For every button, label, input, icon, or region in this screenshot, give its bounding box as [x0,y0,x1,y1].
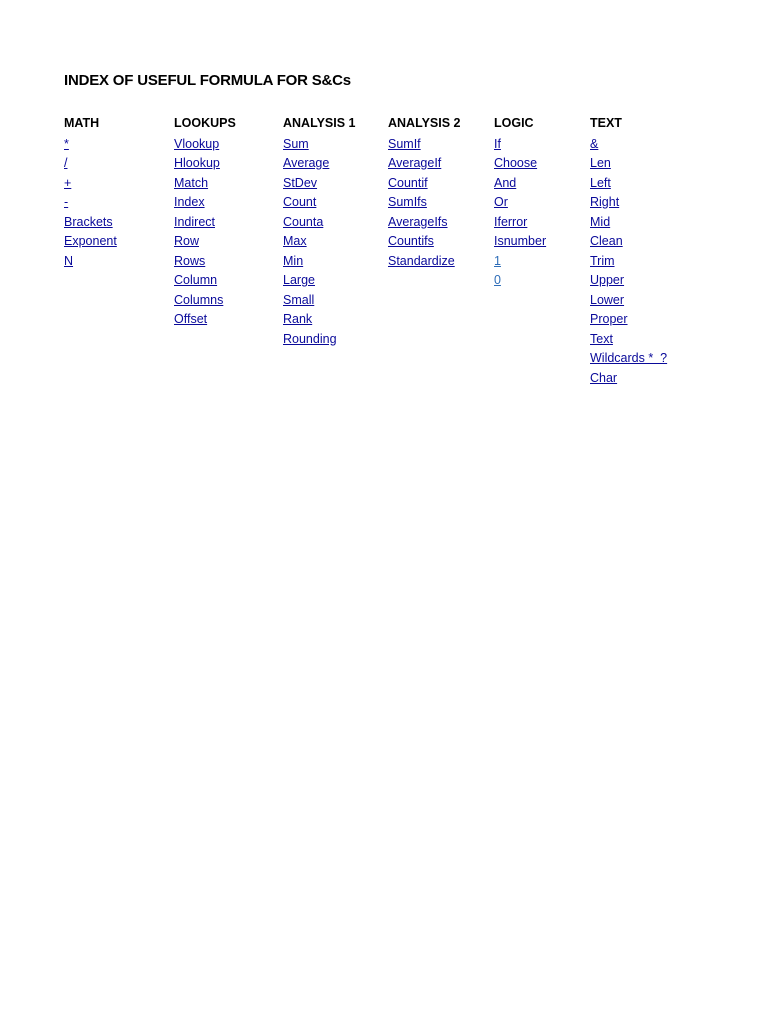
link-sumif[interactable]: SumIf [388,136,421,151]
link-columns[interactable]: Columns [174,292,224,307]
column-header-lookups: LOOKUPS [174,116,236,130]
link-rank[interactable]: Rank [283,312,313,326]
link-row[interactable]: Row [174,234,200,248]
logic-link-list [494,134,546,290]
link-small[interactable]: Small [283,292,315,307]
link-stdev[interactable]: StDev [283,175,318,190]
link-counta[interactable]: Counta [283,214,324,229]
link-index[interactable]: Index [174,195,205,209]
math-link-list [64,134,117,271]
link-average[interactable]: Average [283,156,330,170]
link-large[interactable]: Large [283,273,315,287]
link-rounding[interactable]: Rounding [283,331,337,346]
link-choose[interactable]: Choose [494,156,538,170]
link-rows[interactable]: Rows [174,253,206,268]
link-sumifs[interactable]: SumIfs [388,195,427,209]
link-exponent[interactable]: Exponent [64,234,117,248]
link-ampersand[interactable]: & [590,136,599,151]
link-indirect[interactable]: Indirect [174,214,215,229]
column-analysis-2 [388,114,460,270]
link-right[interactable]: Right [590,195,620,209]
link-or[interactable]: Or [494,195,508,209]
link-multiply[interactable]: * [64,136,69,151]
column-header-text: TEXT [590,116,622,130]
page-title: INDEX OF USEFUL FORMULA FOR S&Cs [64,72,351,89]
link-brackets[interactable]: Brackets [64,214,113,229]
column-header-logic: LOGIC [494,116,534,130]
link-zero[interactable]: 0 [494,273,501,287]
link-and[interactable]: And [494,175,517,190]
link-count[interactable]: Count [283,195,317,209]
link-upper[interactable]: Upper [590,273,625,287]
link-one[interactable]: 1 [494,253,501,268]
column-text [590,114,667,387]
link-wildcards[interactable]: Wildcards * ? [590,351,668,365]
link-offset[interactable]: Offset [174,312,208,326]
link-lower[interactable]: Lower [590,292,625,307]
link-proper[interactable]: Proper [590,312,628,326]
link-sum[interactable]: Sum [283,136,309,151]
link-len[interactable]: Len [590,156,611,170]
column-lookups [174,114,236,329]
column-header-math: MATH [64,116,100,130]
column-analysis-1 [283,114,355,348]
link-iferror[interactable]: Iferror [494,214,528,229]
text-link-list [590,134,667,388]
lookups-link-list [174,134,236,329]
column-math [64,114,117,270]
column-header-analysis-1: ANALYSIS 1 [283,116,356,130]
link-min[interactable]: Min [283,253,304,268]
link-add[interactable]: + [64,175,72,190]
link-divide[interactable]: / [64,156,68,170]
link-hlookup[interactable]: Hlookup [174,156,220,170]
link-max[interactable]: Max [283,234,307,248]
link-isnumber[interactable]: Isnumber [494,234,547,248]
link-match[interactable]: Match [174,175,209,190]
column-header-analysis-2: ANALYSIS 2 [388,116,461,130]
link-countifs[interactable]: Countifs [388,234,434,248]
link-mid[interactable]: Mid [590,214,611,229]
link-char[interactable]: Char [590,370,618,385]
link-n[interactable]: N [64,253,74,268]
link-subtract[interactable]: - [64,195,69,209]
link-standardize[interactable]: Standardize [388,253,455,268]
column-logic [494,114,546,290]
link-text[interactable]: Text [590,331,613,346]
link-averageifs[interactable]: AverageIfs [388,214,448,229]
analysis-1-link-list [283,134,355,349]
link-if[interactable]: If [494,136,501,151]
link-column[interactable]: Column [174,273,218,287]
link-countif[interactable]: Countif [388,175,428,190]
link-clean[interactable]: Clean [590,234,623,248]
link-left[interactable]: Left [590,175,611,190]
link-vlookup[interactable]: Vlookup [174,136,220,151]
link-trim[interactable]: Trim [590,253,615,268]
link-averageif[interactable]: AverageIf [388,156,442,170]
analysis-2-link-list [388,134,460,271]
